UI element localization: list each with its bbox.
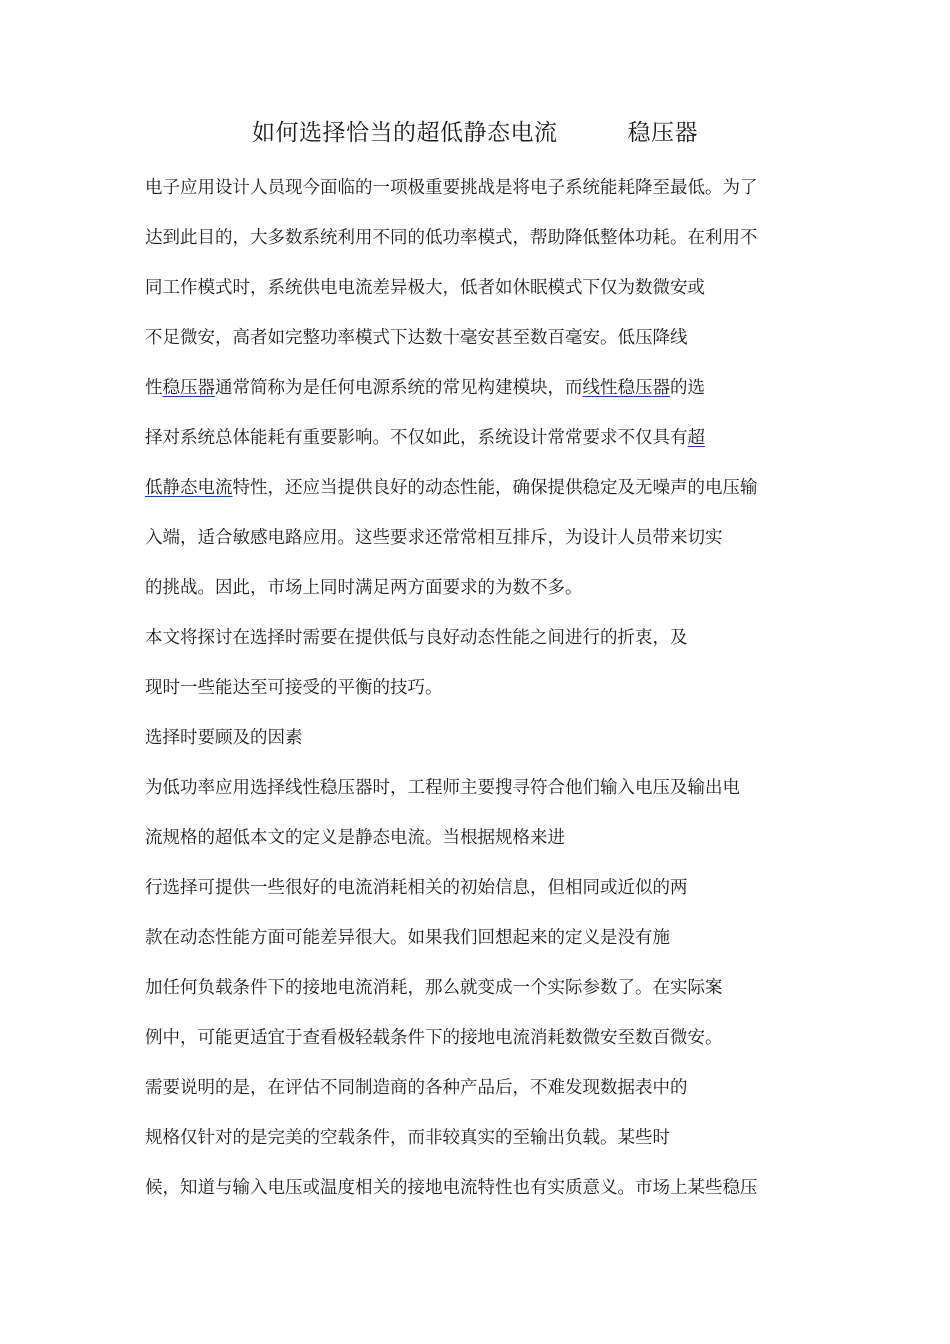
text-segment: 输出负载。某些时 xyxy=(530,1128,670,1148)
text-segment: 想起来 xyxy=(495,928,548,948)
text-line xyxy=(145,774,807,802)
text-segment: 不仅具有 xyxy=(617,428,688,448)
text-line xyxy=(145,524,807,552)
text-segment: 性 xyxy=(145,378,163,398)
text-line xyxy=(145,174,807,202)
text-line xyxy=(145,424,807,452)
link-voltage-regulator[interactable]: 稳压器 xyxy=(162,378,215,398)
text-line xyxy=(145,574,807,602)
text-segment: 数微安至数百微安 xyxy=(565,1028,705,1048)
text-segment: 就变成一个实际参数了。在实际案 xyxy=(460,978,723,998)
text-segment: 至 xyxy=(512,1128,530,1148)
title-part-2: 稳压器 xyxy=(627,120,698,146)
text-segment: 甚至数百毫安。低压降线 xyxy=(495,328,688,348)
text-segment: 现时一些能达至可接受的平衡的技巧。 xyxy=(145,678,443,698)
section-heading xyxy=(145,724,807,752)
text-segment: 的挑战。因此，市场上同时满足两方面要求的 xyxy=(145,578,495,598)
text-segment: 需要说明的是，在评估不同制造商的各种 xyxy=(145,1078,460,1098)
text-segment: 时要顾及的因素 xyxy=(180,728,303,748)
text-segment: 同工 xyxy=(145,278,180,298)
text-line xyxy=(145,1174,807,1202)
text-line xyxy=(145,324,807,352)
text-segment: 电子应用设计人员现今面临的一项极重要挑战是将电子系统能耗降至最低。为了 xyxy=(145,178,758,198)
text-line xyxy=(145,224,807,252)
text-segment: 加任何负载条件下的接地电流消耗，那么 xyxy=(145,978,460,998)
text-segment: 电流消耗相关的初始信息，但 xyxy=(337,878,565,898)
text-segment: 达到此目的，大多数系统利用不同的低功率模式，帮助降低整体功耗。在利用不 xyxy=(145,228,758,248)
text-segment: 为数不多。 xyxy=(495,578,583,598)
text-segment: 特性，还应当提供良好的动态性能，确保提供稳定及无噪声的电压输 xyxy=(232,478,758,498)
link-ultra-low-iq-start[interactable]: 超 xyxy=(687,428,705,448)
text-line xyxy=(145,374,807,402)
text-segment: 例中，可能更适宜于查看极轻载条件下的接地电流消耗 xyxy=(145,1028,565,1048)
text-segment: 择对系统总体能耗有重要影响。不仅如此，系统设计常常要求 xyxy=(145,428,618,448)
text-segment: 行选择可提供一些很好的 xyxy=(145,878,338,898)
text-segment: 本文将探讨在选择 xyxy=(145,628,285,648)
text-line xyxy=(145,874,807,902)
text-segment: 入端，适合敏感电路应用。这些要求还常常相互排斥，为 xyxy=(145,528,583,548)
text-segment: 的定义是没有施 xyxy=(547,928,670,948)
text-segment: 是任何电源系统的常见构建模块，而 xyxy=(302,378,583,398)
link-ultra-low-iq[interactable]: 低静态电流 xyxy=(145,478,233,498)
text-line xyxy=(145,924,807,952)
text-segment: 时需要在提供低 xyxy=(285,628,408,648)
text-line xyxy=(145,274,807,302)
text-segment: 为 xyxy=(145,778,163,798)
text-line xyxy=(145,1124,807,1152)
text-segment: 不足 xyxy=(145,328,180,348)
text-segment: 选择 xyxy=(145,728,180,748)
text-segment: 在动态性能方面可能差异很大。如果我们回 xyxy=(162,928,495,948)
text-segment: 候，知道与输入电压或温度相关的接地电流特性也有实质意义。市场上某些稳压 xyxy=(145,1178,758,1198)
text-segment: 。当根据 xyxy=(425,828,495,848)
document-title xyxy=(0,116,950,150)
text-segment: 的选 xyxy=(670,378,705,398)
text-segment: 产品后，不难发现数据表中的 xyxy=(460,1078,688,1098)
text-segment: 微安，高者如完整功率模式下达数十毫安 xyxy=(180,328,495,348)
text-segment: 或 xyxy=(687,278,705,298)
text-segment: 设计人员带来切实 xyxy=(582,528,723,548)
text-segment: 与良好动态性能之间进行的折衷，及 xyxy=(407,628,688,648)
text-segment: 流规格的超低 xyxy=(145,828,250,848)
text-segment: 规格仅针对的是完美的空载条件，而非较真实的 xyxy=(145,1128,513,1148)
text-line xyxy=(145,474,807,502)
text-line xyxy=(145,1024,807,1052)
link-linear-regulator[interactable]: 线性稳压器 xyxy=(582,378,670,398)
text-segment: 本文的定义是静态电流 xyxy=(250,828,425,848)
text-segment: 通常简称为 xyxy=(215,378,303,398)
text-line xyxy=(145,624,807,652)
text-segment: 规格来进 xyxy=(495,828,565,848)
title-part-1: 如何选择恰当的超低静态电流 xyxy=(252,120,558,146)
text-segment: 低功率应用选择线性稳压器时，工程师主要搜寻符合他们输入电压及输出电 xyxy=(162,778,740,798)
text-segment: 相同或近似的两 xyxy=(565,878,688,898)
text-line xyxy=(145,1074,807,1102)
text-segment: 作模式时，系统供电电流差异极大，低者如休眠模式下仅为数微安 xyxy=(180,278,688,298)
text-segment: 款 xyxy=(145,928,163,948)
text-segment: 。 xyxy=(705,1028,723,1048)
text-line xyxy=(145,974,807,1002)
text-line xyxy=(145,674,807,702)
text-line xyxy=(145,824,807,852)
